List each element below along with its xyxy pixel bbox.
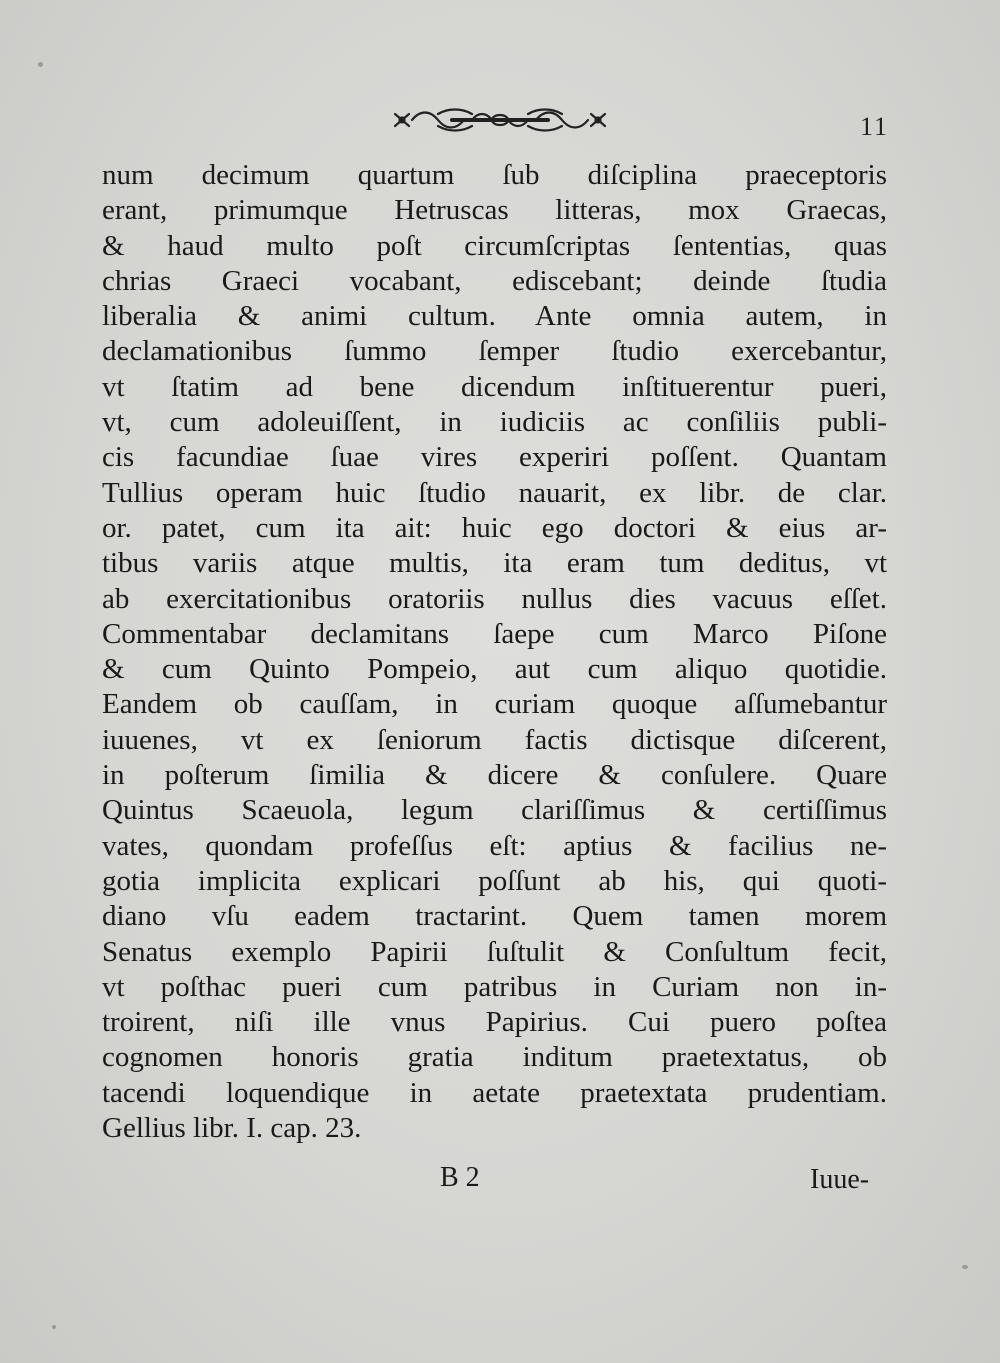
text-line: iuuenes, vt ex ſeniorum factis dictisque diſcerent, (102, 723, 887, 756)
body-text (102, 158, 887, 1146)
text-line: Senatus exemplo Papirii ſuſtulit & Conſultum fecit, (102, 935, 887, 968)
page-number: 11 (860, 112, 890, 141)
text-line: cis facundiae ſuae vires experiri poſſent. Quantam (102, 441, 887, 474)
text-line: Eandem ob cauſſam, in curiam quoque aſſumebantur (102, 688, 887, 721)
text-line: or. patet, cum ita ait: huic ego doctori & eius ar- (102, 511, 887, 544)
text-line: tacendi loquendique in aetate praetextata prudentiam. (102, 1076, 887, 1109)
paper-speck (52, 1325, 56, 1329)
text-line: troirent, niſi ille vnus Papirius. Cui puero poſtea (102, 1006, 887, 1039)
text-line: Quintus Scaeuola, legum clariſſimus & certiſſimus (102, 794, 887, 827)
text-line: ab exercitationibus oratoriis nullus dies vacuus eſſet. (102, 582, 887, 615)
text-line: in poſterum ſimilia & dicere & conſulere. Quare (102, 759, 887, 792)
text-line: Tullius operam huic ſtudio nauarit, ex libr. de clar. (102, 476, 887, 509)
text-line: & haud multo poſt circumſcriptas ſententias, quas (102, 229, 887, 262)
paper-speck (38, 62, 43, 67)
text-line: chrias Graeci vocabant, ediscebant; deinde ſtudia (102, 264, 887, 297)
text-line: Commentabar declamitans ſaepe cum Marco Piſone (102, 617, 887, 650)
text-line: diano vſu eadem tractarint. Quem tamen morem (102, 900, 887, 933)
page-footer (0, 1162, 1000, 1202)
text-line: vates, quondam profeſſus eſt: aptius & facilius ne- (102, 829, 887, 862)
text-line: Gellius libr. I. cap. 23. (102, 1112, 362, 1145)
text-line: tibus variis atque multis, ita eram tum deditus, vt (102, 547, 887, 580)
text-line: declamationibus ſummo ſemper ſtudio exercebantur, (102, 335, 887, 368)
text-line: vt poſthac pueri cum patribus in Curiam non in- (102, 970, 887, 1003)
text-line: gotia implicita explicari poſſunt ab his, qui quoti- (102, 864, 887, 897)
ornamental-headpiece-icon (390, 100, 610, 140)
text-line: & cum Quinto Pompeio, aut cum aliquo quotidie. (102, 653, 887, 686)
text-line: vt, cum adoleuiſſent, in iudiciis ac conſiliis publi- (102, 406, 887, 439)
signature-mark: B 2 (440, 1162, 480, 1193)
text-line: num decimum quartum ſub diſciplina praeceptoris (102, 159, 887, 191)
catchword: Iuue- (810, 1164, 870, 1195)
text-line: cognomen honoris gratia inditum praetextatus, ob (102, 1041, 887, 1074)
text-line: liberalia & animi cultum. Ante omnia autem, in (102, 300, 887, 333)
paper-speck (962, 1265, 968, 1269)
text-line: erant, primumque Hetruscas litteras, mox Graecas, (102, 194, 887, 227)
text-line: vt ſtatim ad bene dicendum inſtituerentur pueri, (102, 370, 887, 403)
